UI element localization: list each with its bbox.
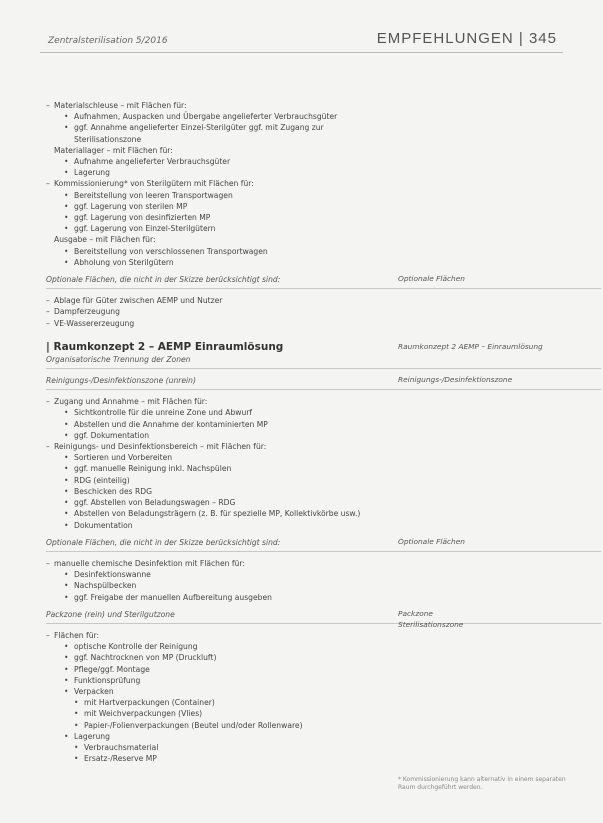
list-item: • Beschicken des RDG xyxy=(46,486,386,497)
optional-list-2 xyxy=(46,558,386,603)
margin-label-packzone: Packzone xyxy=(398,608,433,618)
list-item: – Ablage für Güter zwischen AEMP und Nutzer xyxy=(46,295,386,306)
running-header-journal: Zentralsterilisation 5/2016 xyxy=(48,36,168,46)
margin-label-optional-2: Optionale Flächen xyxy=(398,536,465,546)
divider xyxy=(46,551,601,552)
header-rule xyxy=(40,52,563,53)
list-item: • ggf. Nachtrocknen von MP (Druckluft) xyxy=(46,652,386,663)
list-item: • Sortieren und Vorbereiten xyxy=(46,452,386,463)
list-item: • Verbrauchsmaterial xyxy=(46,742,386,753)
list-item: • ggf. Annahme angelieferter Einzel-Sterilgüter ggf. mit Zugang zur Sterilisationszone xyxy=(46,122,386,144)
list-item: • mit Hartverpackungen (Container) xyxy=(46,697,386,708)
list-item: • Abstellen von Beladungsträgern (z. B. für spezielle MP, Kollektivkörbe usw.) xyxy=(46,508,386,519)
list-item: Materiallager – mit Flächen für: xyxy=(54,145,173,155)
list-item: • Funktionsprüfung xyxy=(46,675,386,686)
list-item: • ggf. Freigabe der manuellen Aufbereitung ausgeben xyxy=(46,592,386,603)
list-item: • Desinfektionswanne xyxy=(46,569,386,580)
list-item: • Verpacken xyxy=(46,686,386,697)
divider xyxy=(46,368,601,369)
list-item: • ggf. manuelle Reinigung inkl. Nachspülen xyxy=(46,463,386,474)
section-title: | Raumkonzept 2 – AEMP Einraumlösung xyxy=(46,340,284,353)
main-column xyxy=(46,100,386,764)
packzone-list xyxy=(46,630,386,764)
list-item: • Sichtkontrolle für die unreine Zone und Abwurf xyxy=(46,407,386,418)
list-item: • optische Kontrolle der Reinigung xyxy=(46,641,386,652)
margin-label-raumkonzept: Raumkonzept 2 AEMP – Einraumlösung xyxy=(398,341,543,351)
list-item: • Ersatz-/Reserve MP xyxy=(46,753,386,764)
list-item: • Bereitstellung von verschlossenen Transportwagen xyxy=(46,246,386,257)
list-item: • Aufnahme angelieferter Verbrauchsgüter xyxy=(46,156,386,167)
list-item: – Materialschleuse – mit Flächen für: xyxy=(46,100,386,111)
list-item: • Dokumentation xyxy=(46,520,386,531)
list-item: • Papier-/Folienverpackungen (Beutel und/oder Rollenware) xyxy=(46,720,386,731)
list-item: • ggf. Lagerung von desinfizierten MP xyxy=(46,212,386,223)
margin-label-sterilisationszone: Sterilisationszone xyxy=(398,619,464,629)
list-item: • Lagerung xyxy=(46,167,386,178)
list-item: – Flächen für: xyxy=(46,630,386,641)
optional-heading-1: Optionale Flächen, die nicht in der Skizze berücksichtigt sind: xyxy=(46,275,281,285)
reinigung-list xyxy=(46,396,386,530)
list-item: • Bereitstellung von leeren Transportwagen xyxy=(46,190,386,201)
list-item: • ggf. Dokumentation xyxy=(46,430,386,441)
list-item: • mit Weichverpackungen (Vlies) xyxy=(46,708,386,719)
list-item: – Dampferzeugung xyxy=(46,306,386,317)
list-item: – manuelle chemische Desinfektion mit Flächen für: xyxy=(46,558,386,569)
footnote: * Kommissionierung kann alternativ in einem separaten Raum durchgeführt werden. xyxy=(398,776,566,791)
section-subtitle: Organisatorische Trennung der Zonen xyxy=(46,354,191,364)
reinigung-heading: Reinigungs-/Desinfektionszone (unrein) xyxy=(46,376,196,386)
list-item: • Nachspülbecken xyxy=(46,580,386,591)
optional-heading-2: Optionale Flächen, die nicht in der Skizze berücksichtigt sind: xyxy=(46,537,281,547)
packzone-heading: Packzone (rein) und Sterilgutzone xyxy=(46,609,175,619)
list-item: • Pflege/ggf. Montage xyxy=(46,664,386,675)
optional-list-1 xyxy=(46,295,386,329)
list-item: • ggf. Lagerung von Einzel-Sterilgütern xyxy=(46,223,386,234)
list-item: Ausgabe – mit Flächen für: xyxy=(54,235,156,245)
list-item: • Aufnahmen, Auspacken und Übergabe angelieferter Verbrauchsgüter xyxy=(46,111,386,122)
margin-label-reinigung: Reinigungs-/Desinfektionszone xyxy=(398,375,513,385)
list-item: • Abstellen und die Annahme der kontaminierten MP xyxy=(46,419,386,430)
list-item: – Zugang und Annahme – mit Flächen für: xyxy=(46,396,386,407)
list-item: • Lagerung xyxy=(46,731,386,742)
margin-label-optional-1: Optionale Flächen xyxy=(398,274,465,284)
materialschleuse-list xyxy=(46,100,386,268)
list-item: • ggf. Abstellen von Beladungswagen – RDG xyxy=(46,497,386,508)
list-item: • Abholung von Sterilgütern xyxy=(46,257,386,268)
list-item: – Kommissionierung* von Sterilgütern mit Flächen für: xyxy=(46,178,386,189)
running-header-section: EMPFEHLUNGEN | 345 xyxy=(376,30,557,47)
divider xyxy=(46,389,601,390)
list-item: – VE-Wassererzeugung xyxy=(46,318,386,329)
divider xyxy=(46,288,601,289)
list-item: – Reinigungs- und Desinfektionsbereich – mit Flächen für: xyxy=(46,441,386,452)
list-item: • RDG (einteilig) xyxy=(46,475,386,486)
list-item: • ggf. Lagerung von sterilen MP xyxy=(46,201,386,212)
